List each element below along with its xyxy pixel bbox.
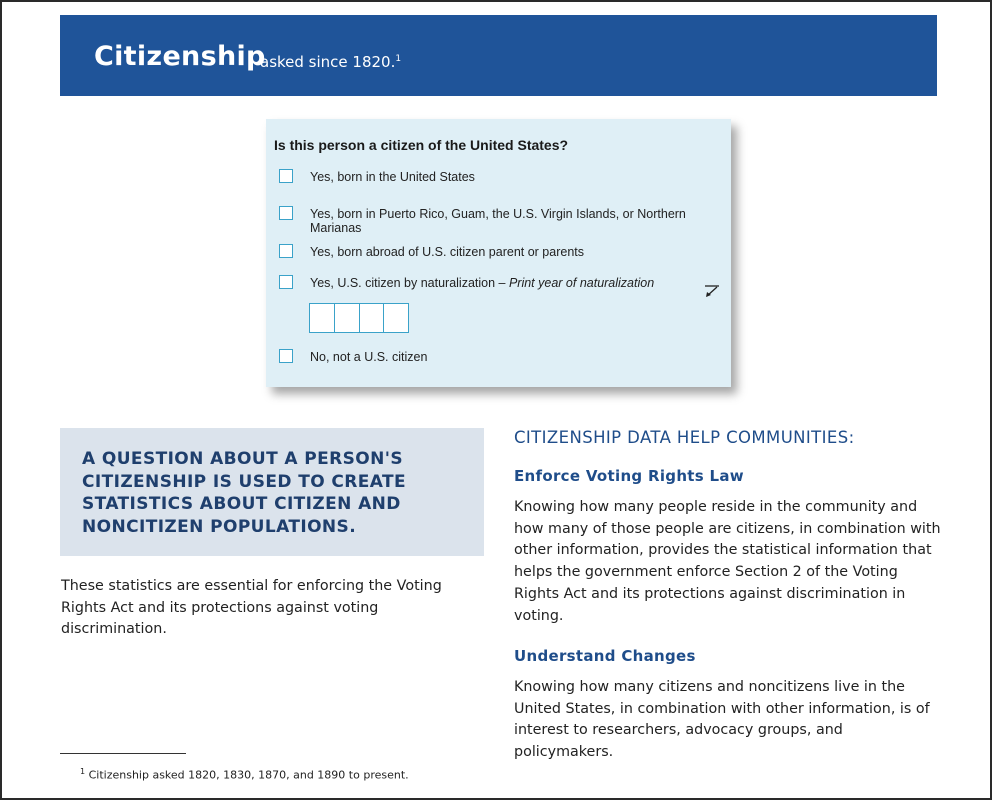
footnote-number: 1	[80, 767, 86, 776]
header-banner	[60, 15, 937, 96]
statistics-paragraph: These statistics are essential for enforcing the Voting Rights Act and its protections against voting discrimination.	[61, 578, 442, 637]
subheading-voting-rights: Enforce Voting Rights Law	[514, 467, 744, 485]
year-digit-box[interactable]	[335, 304, 360, 332]
checkbox[interactable]	[279, 349, 293, 363]
option-instruction: Print year of naturalization	[508, 276, 655, 290]
arrow-down-left-icon	[704, 284, 720, 303]
footnote-text: Citizenship asked 1820, 1830, 1870, and 1890 to present.	[88, 768, 409, 782]
census-question-card	[266, 119, 731, 387]
option-label	[310, 276, 710, 290]
option-label: Yes, born in Puerto Rico, Guam, the U.S. Virgin Islands, or Northern Marianas	[310, 207, 686, 235]
option-label: Yes, born in the United States	[310, 170, 475, 184]
year-digit-box[interactable]	[310, 304, 335, 332]
footnote-divider	[60, 753, 186, 754]
naturalization-year-input[interactable]	[309, 303, 409, 333]
callout-box	[60, 428, 484, 556]
checkbox[interactable]	[279, 169, 293, 183]
callout-text: A QUESTION ABOUT A PERSON'S CITIZENSHIP IS USED TO CREATE STATISTICS ABOUT CITIZEN AND NONCITIZEN POPULATIONS.	[82, 449, 407, 537]
checkbox[interactable]	[279, 275, 293, 289]
year-digit-box[interactable]	[360, 304, 385, 332]
page-subtitle	[260, 53, 401, 71]
voting-rights-paragraph: Knowing how many people reside in the community and how many of those people are citizens, in combination with other information, provides the statistical information that helps the government enforce Section 2 of the Voting Rights Act and its protections against discrimination in voting.	[514, 499, 941, 624]
checkbox[interactable]	[279, 206, 293, 220]
option-label: No, not a U.S. citizen	[310, 350, 428, 364]
form-question: Is this person a citizen of the United States?	[274, 137, 569, 153]
footnote	[80, 767, 409, 782]
option-label: Yes, born abroad of U.S. citizen parent or parents	[310, 245, 585, 259]
year-digit-box[interactable]	[384, 304, 408, 332]
section-heading: CITIZENSHIP DATA HELP COMMUNITIES:	[514, 428, 855, 447]
checkbox[interactable]	[279, 244, 293, 258]
option-label-text: Yes, U.S. citizen by naturalization –	[310, 276, 509, 290]
page-title: Citizenship	[94, 41, 266, 72]
footnote-marker: 1	[395, 54, 402, 64]
subheading-understand-changes: Understand Changes	[514, 647, 696, 665]
understand-changes-paragraph: Knowing how many citizens and noncitizens live in the United States, in combination with other information, is of interest to researchers, advocacy groups, and policymakers.	[514, 679, 930, 761]
subtitle-text: asked since 1820.	[260, 53, 396, 71]
